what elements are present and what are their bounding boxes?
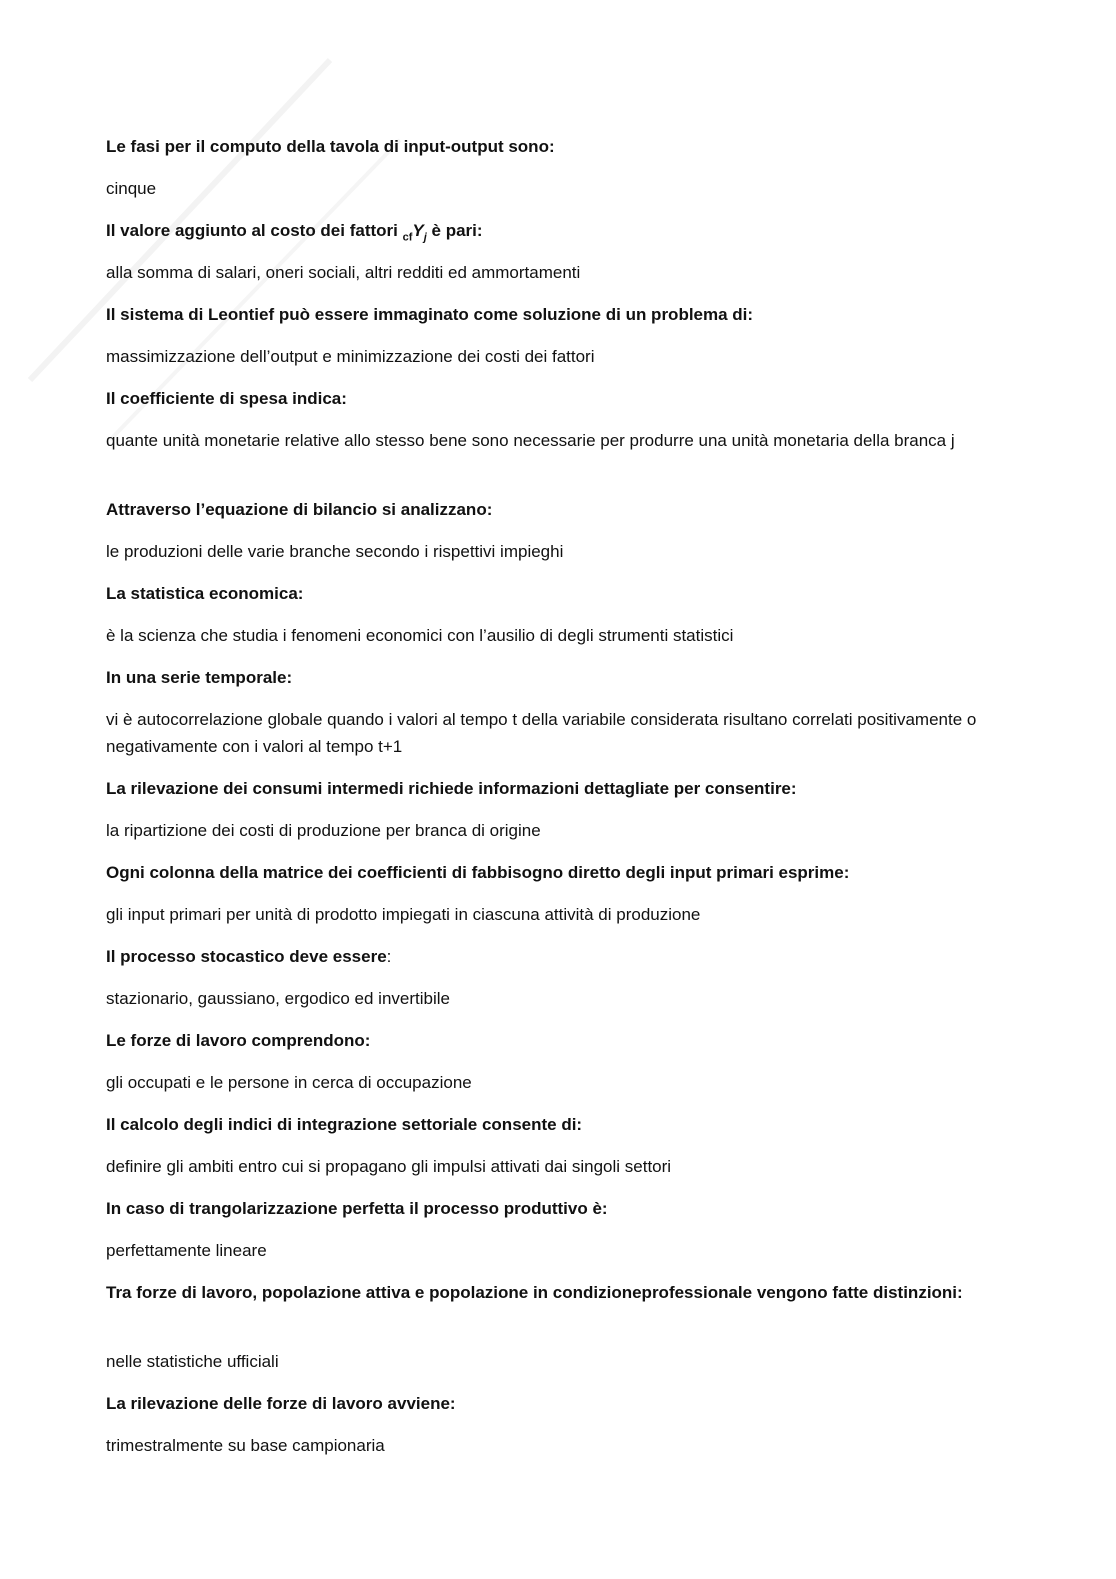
question-2-subscript: cf [402, 231, 413, 244]
answer-8: la ripartizione dei costi di produzione per branca di origine [106, 821, 541, 840]
answer-7: vi è autocorrelazione globale quando i valori al tempo t della variabile considerata risultano correlati positivamente o negativamente con i valori al tempo t+1 [106, 710, 977, 756]
question-8: La rilevazione dei consumi intermedi richiede informazioni dettagliate per consentire: [106, 779, 797, 798]
answer-15: trimestralmente su base campionaria [106, 1436, 385, 1455]
question-10 [106, 943, 1006, 985]
question-2-subscript-2: j [423, 231, 427, 244]
question-10-colon: : [386, 947, 392, 966]
answer-14: nelle statistiche ufficiali [106, 1352, 279, 1371]
answer-1: cinque [106, 179, 157, 198]
question-2-text-after: è pari: [426, 221, 483, 240]
question-2-text-before: Il valore aggiunto al costo dei fattori [106, 221, 403, 240]
answer-13: perfettamente lineare [106, 1241, 267, 1260]
answer-4: quante unità monetarie relative allo stesso bene sono necessarie per produrre una unità monetaria della branca j [106, 431, 955, 450]
question-6: La statistica economica: [106, 584, 304, 603]
question-2 [106, 217, 1006, 259]
question-13: In caso di trangolarizzazione perfetta il processo produttivo è: [106, 1199, 608, 1218]
question-15: La rilevazione delle forze di lavoro avviene: [106, 1394, 456, 1413]
question-1: Le fasi per il computo della tavola di input-output sono: [106, 137, 555, 156]
answer-12: definire gli ambiti entro cui si propagano gli impulsi attivati dai singoli settori [106, 1157, 672, 1176]
question-10-text: Il processo stocastico deve essere [106, 947, 387, 966]
question-14: Tra forze di lavoro, popolazione attiva e popolazione in condizioneprofessionale vengono fatte distinzioni: [106, 1283, 963, 1302]
question-3: Il sistema di Leontief può essere immaginato come soluzione di un problema di: [106, 305, 754, 324]
answer-5: le produzioni delle varie branche secondo i rispettivi impieghi [106, 542, 564, 561]
answer-10: stazionario, gaussiano, ergodico ed invertibile [106, 989, 450, 1008]
answer-2: alla somma di salari, oneri sociali, altri redditi ed ammortamenti [106, 263, 581, 282]
answer-9: gli input primari per unità di prodotto impiegati in ciascuna attività di produzione [106, 905, 701, 924]
question-2-variable: Y [412, 221, 424, 240]
question-9: Ogni colonna della matrice dei coefficienti di fabbisogno diretto degli input primari esprime: [106, 863, 850, 882]
question-5: Attraverso l’equazione di bilancio si analizzano: [106, 500, 493, 519]
question-12: Il calcolo degli indici di integrazione settoriale consente di: [106, 1115, 583, 1134]
question-11: Le forze di lavoro comprendono: [106, 1031, 371, 1050]
question-7: In una serie temporale: [106, 668, 293, 687]
answer-11: gli occupati e le persone in cerca di occupazione [106, 1073, 472, 1092]
answer-6: è la scienza che studia i fenomeni economici con l’ausilio di degli strumenti statistici [106, 626, 734, 645]
document-body [106, 133, 1006, 1474]
question-4: Il coefficiente di spesa indica: [106, 389, 347, 408]
answer-3: massimizzazione dell’output e minimizzazione dei costi dei fattori [106, 347, 595, 366]
